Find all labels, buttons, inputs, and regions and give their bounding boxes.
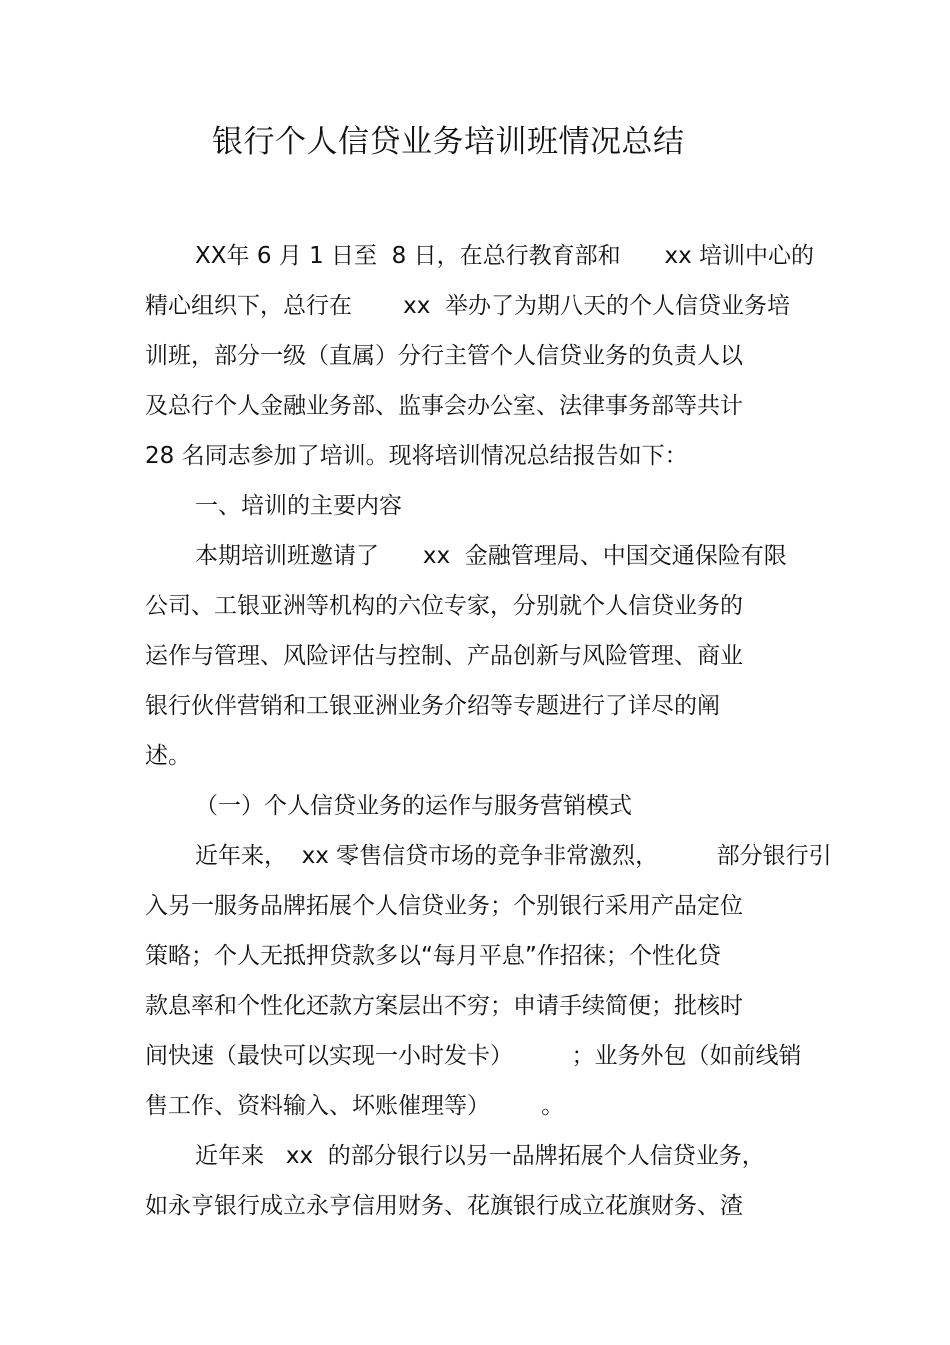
paragraph-line: 28 名同志参加了培训。现将培训情况总结报告如下：: [145, 443, 688, 469]
paragraph-line: 售工作、资料输入、坏账催理等） 。: [145, 1093, 565, 1119]
paragraph-line: 入另一服务品牌拓展个人信贷业务；个别银行采用产品定位: [145, 893, 743, 919]
paragraph-line: 运作与管理、风险评估与控制、产品创新与风险管理、商业: [145, 643, 743, 669]
paragraph-line: 精心组织下，总行在 xx 举办了为期八天的个人信贷业务培: [145, 293, 791, 319]
paragraph-line: XX年 6 月 1 日至 8 日，在总行教育部和 xx 培训中心的: [195, 243, 814, 269]
paragraph-line: 间快速（最快可以实现一小时发卡） ；业务外包（如前线销: [145, 1043, 802, 1069]
paragraph-line: 训班，部分一级（直属）分行主管个人信贷业务的负责人以: [145, 343, 743, 369]
subsection-heading: （一）个人信贷业务的运作与服务营销模式: [195, 793, 632, 819]
paragraph-line: 近年来 xx 的部分银行以另一品牌拓展个人信贷业务，: [195, 1143, 765, 1169]
paragraph-line: 本期培训班邀请了 xx 金融管理局、中国交通保险有限: [195, 543, 787, 569]
paragraph-line: 近年来， xx 零售信贷市场的竞争非常激烈， 部分银行引: [195, 843, 832, 869]
document-title: 银行个人信贷业务培训班情况总结: [212, 124, 685, 160]
paragraph-line: 如永亨银行成立永亨信用财务、花旗银行成立花旗财务、渣: [145, 1193, 743, 1219]
section-heading: 一、培训的主要内容: [195, 493, 402, 519]
paragraph-line: 策略；个人无抵押贷款多以“每月平息”作招徕；个性化贷: [145, 943, 721, 969]
paragraph-line: 银行伙伴营销和工银亚洲业务介绍等专题进行了详尽的阐: [145, 693, 720, 719]
paragraph-line: 及总行个人金融业务部、监事会办公室、法律事务部等共计: [145, 393, 743, 419]
paragraph-line: 述。: [145, 743, 191, 769]
paragraph-line: 款息率和个性化还款方案层出不穷；申请手续简便；批核时: [145, 993, 743, 1019]
paragraph-line: 公司、工银亚洲等机构的六位专家，分别就个人信贷业务的: [145, 593, 743, 619]
